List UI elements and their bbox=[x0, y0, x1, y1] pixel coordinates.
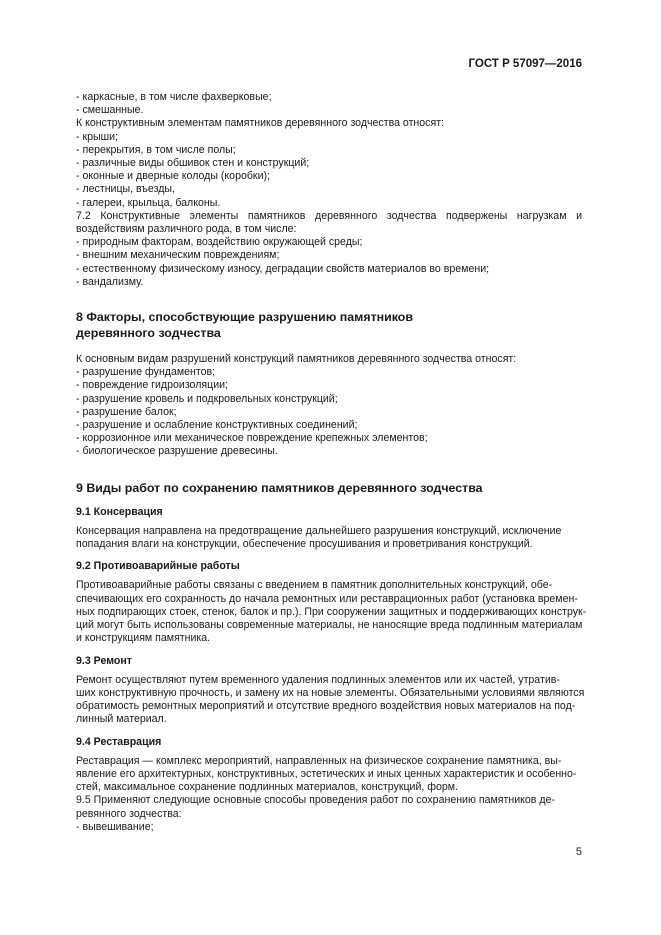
subsection-9-1-line: Консервация направлена на предотвращение дальнейшего разрушения конструкций, исключение bbox=[76, 524, 562, 537]
list-item: - коррозионное или механическое повреждение крепежных элементов; bbox=[76, 432, 428, 445]
text-line: ций могут быть использованы современные материалы, не наносящие вреда подлинным материалам bbox=[76, 619, 583, 632]
section-8-title-line1: 8 Факторы, способствующие разрушению памятников bbox=[76, 310, 413, 325]
list-item: - вандализму. bbox=[76, 275, 144, 288]
list-item: - природным факторам, воздействию окружающей среды; bbox=[76, 236, 363, 249]
text-line: ревянного зодчества: bbox=[76, 807, 182, 820]
text-line: Реставрация — комплекс мероприятий, направленных на физическое сохранение памятника, вы- bbox=[76, 754, 562, 767]
list-item: - разрушение и ослабление конструктивных соединений; bbox=[76, 419, 358, 432]
text-line: Ремонт осуществляют путем временного удаления подлинных элементов или их частей, утратив- bbox=[76, 673, 560, 686]
list-item: - каркасные, в том числе фахверковые; bbox=[76, 91, 272, 103]
text-line: Противоаварийные работы связаны с введением в памятник дополнительных конструкций, обе- bbox=[76, 579, 553, 592]
list-item: - разрушение кровель и подкровельных конструкций; bbox=[76, 392, 338, 405]
section-8-intro: К основным видам разрушений конструкций памятников деревянного зодчества относят: bbox=[76, 353, 517, 366]
subsection-9-2-title: 9.2 Противоаварийные работы bbox=[76, 560, 240, 573]
paragraph-7-2: 7.2 Конструктивные элементы памятников деревянного зодчества подвержены нагрузкам и воздействиям различного рода, в том числе: bbox=[76, 209, 582, 236]
subsection-9-2-body bbox=[76, 579, 587, 645]
text-line: линный материал. bbox=[76, 713, 167, 726]
list-item: - биологическое разрушение древесины. bbox=[76, 445, 278, 458]
list-item: - внешним механическим повреждениям; bbox=[76, 249, 280, 262]
standard-header: ГОСТ Р 57097—2016 bbox=[468, 58, 582, 70]
list-item: - разрушение фундаментов; bbox=[76, 366, 216, 379]
list-item: - галереи, крыльца, балконы. bbox=[76, 196, 221, 209]
text-line: ных подпирающих стоек, стенок, балок и пр.). При сооружении защитных и поддерживающих конструк- bbox=[76, 605, 587, 618]
subsection-9-1-line: попадания влаги на конструкции, обеспечение просушивания и проветривания конструкций. bbox=[76, 538, 533, 551]
page-number: 5 bbox=[575, 846, 582, 858]
text-line: и конструкциям памятника. bbox=[76, 632, 211, 645]
list-item: - смешанные. bbox=[76, 104, 144, 117]
section-9-title: 9 Виды работ по сохранению памятников деревянного зодчества bbox=[76, 480, 483, 495]
destruction-list bbox=[76, 366, 582, 458]
section-8-title-line2: деревянного зодчества bbox=[76, 326, 221, 341]
paragraph-9-5 bbox=[76, 794, 582, 834]
subsection-9-4-title: 9.4 Реставрация bbox=[76, 735, 162, 748]
subsection-9-3-title: 9.3 Ремонт bbox=[76, 654, 132, 667]
list-item: - различные виды обшивок стен и конструкций; bbox=[76, 157, 310, 170]
list-item: - лестницы, въезды, bbox=[76, 183, 175, 196]
materials-list bbox=[76, 91, 582, 210]
list-item: - естественному физическому износу, деградации свойств материалов во времени; bbox=[76, 262, 490, 275]
text-line: обратимость ремонтных мероприятий и отсутствие вредного воздействия новых материалов на под- bbox=[76, 700, 576, 713]
subsection-9-3-body bbox=[76, 673, 585, 727]
list-item: - оконные и дверные колоды (коробки); bbox=[76, 170, 270, 183]
loads-list bbox=[76, 236, 582, 289]
text-line: 9.5 Применяют следующие основные способы проведения работ по сохранению памятников де- bbox=[76, 794, 555, 807]
list-item: К конструктивным элементам памятников деревянного зодчества относят: bbox=[76, 117, 445, 130]
text-line: спечивающих его сохранность до начала ремонтных или реставрационных работ (установка времен- bbox=[76, 592, 578, 605]
text-line: явление его архитектурных, конструктивных, эстетических и иных ценных характеристик и особенно- bbox=[76, 767, 577, 780]
section-8-heading bbox=[76, 309, 582, 341]
list-item: - повреждение гидроизоляции; bbox=[76, 379, 228, 392]
page-content bbox=[76, 91, 587, 834]
text-line: ших конструктивную прочность, и замену их на новые элементы. Обязательными условиями являются bbox=[76, 686, 585, 699]
list-item: - крыши; bbox=[76, 130, 118, 143]
subsection-9-4-body bbox=[76, 755, 582, 795]
text-line: стей, максимальное сохранение подлинных материалов, конструкций, форм. bbox=[76, 781, 459, 794]
list-item: - перекрытия, в том числе полы; bbox=[76, 143, 236, 156]
subsection-9-1-title: 9.1 Консервация bbox=[76, 505, 163, 518]
list-item: - разрушение балок; bbox=[76, 405, 177, 418]
list-item: - вывешивание; bbox=[76, 820, 154, 833]
